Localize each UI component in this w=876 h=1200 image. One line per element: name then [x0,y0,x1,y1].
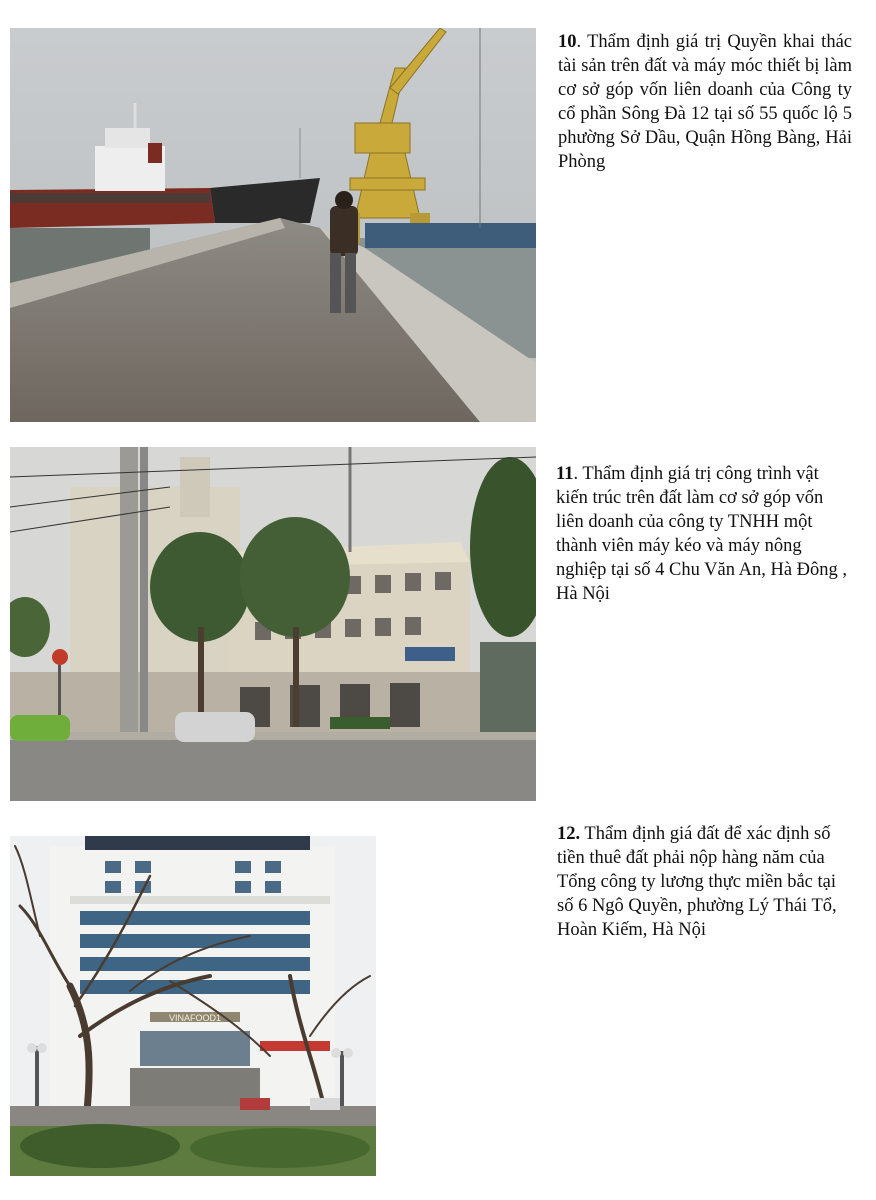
port-ship-crane-photo [10,28,536,422]
building-sign: VINAFOOD1 [168,1013,222,1023]
item-description: . Thẩm định giá trị công trình vật kiến trúc trên đất làm cơ sở góp vốn liên doanh của công ty TNHH một thành viên máy kéo và máy nông nghiệp tại số 4 Chu Văn An, Hà Đông , Hà Nội [556,464,848,604]
item-description: . Thẩm định giá trị Quyền khai thác tài sản trên đất và máy móc thiết bị làm cơ sở góp vốn liên doanh của Công ty cổ phần Sông Đà 12 tại số 55 quốc lộ 5 phường Sở Dầu, Quận Hồng Bàng, Hải Phòng [558,32,852,172]
office-building-street-photo [10,447,536,801]
item-number: 11 [556,464,574,484]
item-number: 10 [558,32,577,52]
tower-building-photo [10,836,376,1176]
caption-item-10 [558,30,852,174]
caption-item-11 [556,462,852,606]
item-description: Thẩm định giá đất để xác định số tiền thuê đất phải nộp hàng năm của Tổng công ty lương thực miền bắc tại số 6 Ngô Quyền, phường Lý Thái Tổ, Hoàn Kiếm, Hà Nội [557,824,837,940]
item-number: 12. [557,824,581,844]
caption-item-12 [557,822,852,942]
